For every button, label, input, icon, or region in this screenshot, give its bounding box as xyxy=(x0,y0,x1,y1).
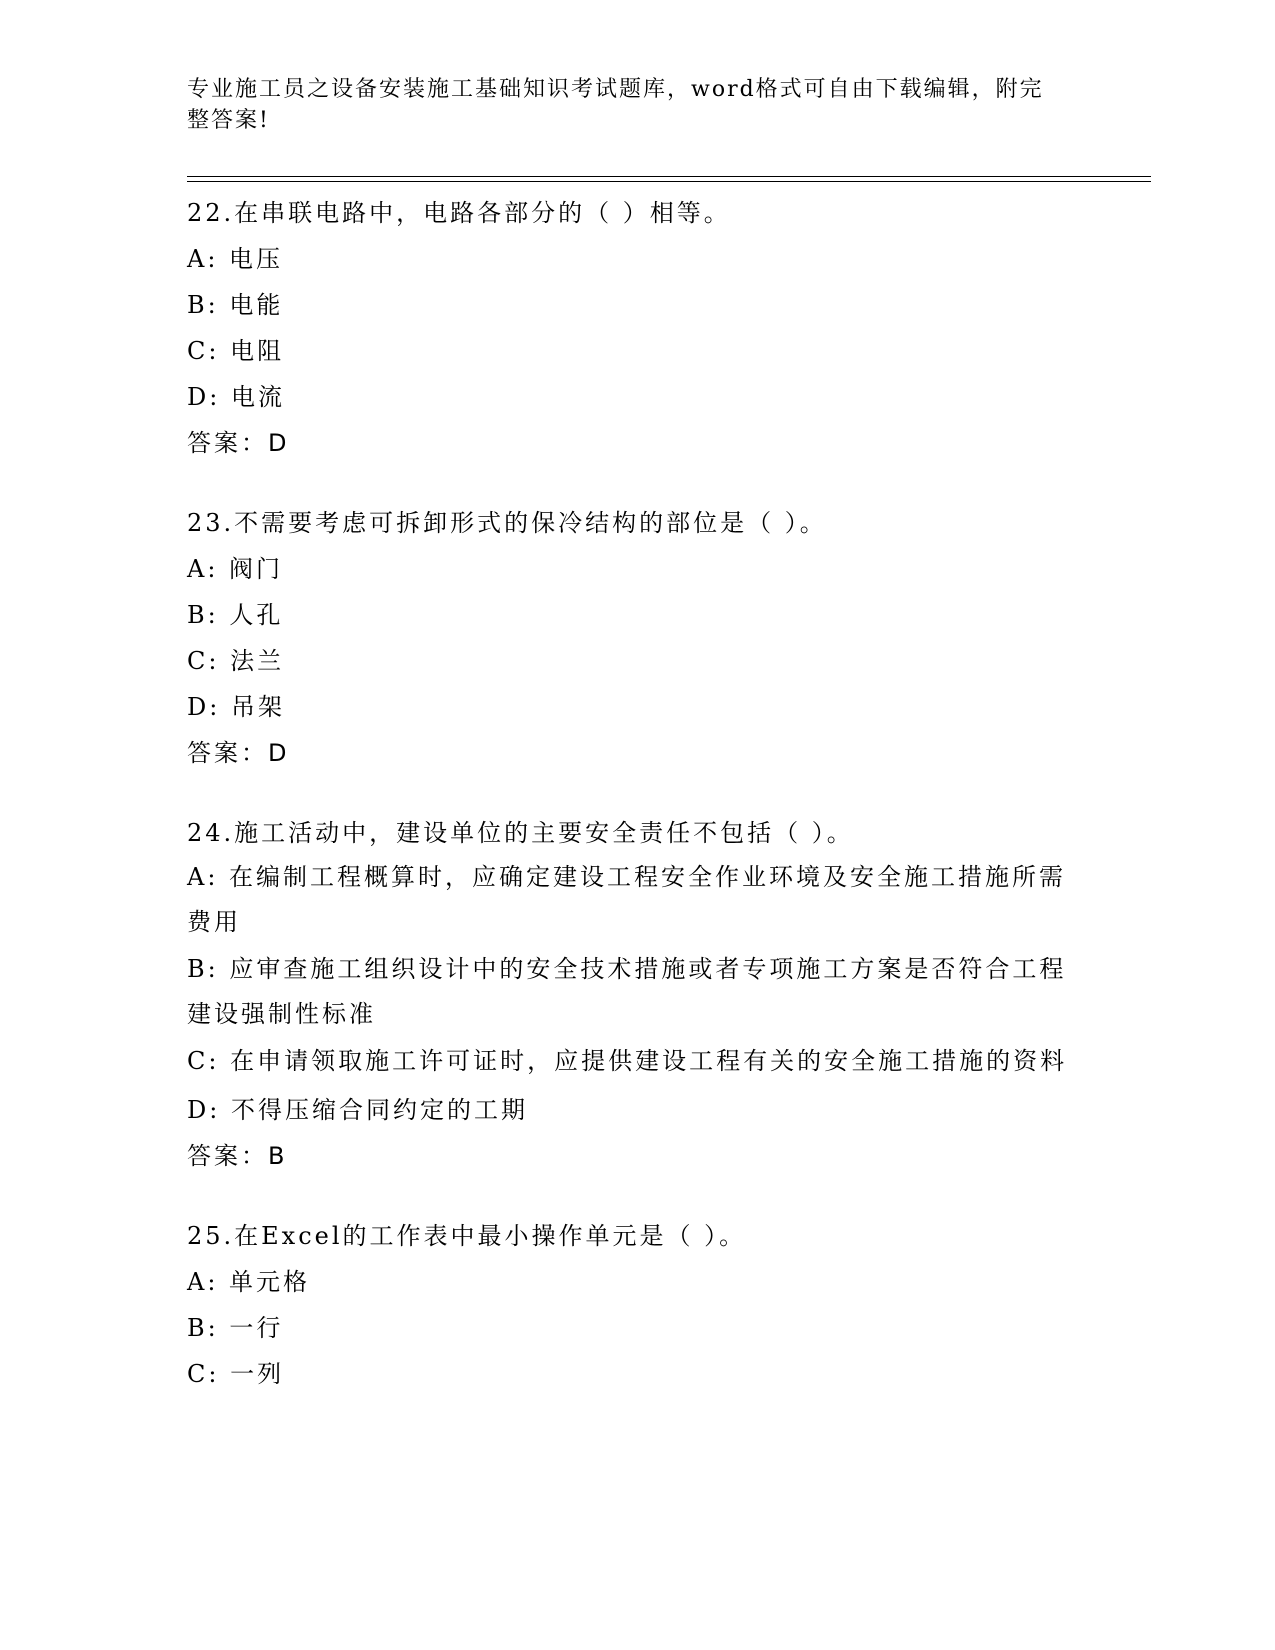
question-stem: 23.不需要考虑可拆卸形式的保冷结构的部位是（ ）。 xyxy=(187,509,827,537)
option-b: B: 应审查施工组织设计中的安全技术措施或者专项施工方案是否符合工程建设强制性标准 xyxy=(187,955,1067,1028)
option-a: A: 单元格 xyxy=(187,1268,311,1296)
question-stem: 24.施工活动中，建设单位的主要安全责任不包括（ ）。 xyxy=(187,819,854,847)
question-list xyxy=(187,193,1087,1394)
option-b: B: 电能 xyxy=(187,291,284,319)
option-c: C: 法兰 xyxy=(187,647,285,675)
answer-text: 答案：D xyxy=(187,429,290,457)
option-d: D: 不得压缩合同约定的工期 xyxy=(187,1096,528,1124)
answer-text: 答案：D xyxy=(187,739,290,767)
question-block-24 xyxy=(187,813,1087,1176)
option-c: C: 在申请领取施工许可证时，应提供建设工程有关的安全施工措施的资料 xyxy=(187,1047,1068,1075)
header-divider-bottom xyxy=(187,181,1151,182)
answer-text: 答案：B xyxy=(187,1142,288,1170)
option-c: C: 电阻 xyxy=(187,337,285,365)
option-d: D: 电流 xyxy=(187,383,285,411)
header-divider-top xyxy=(187,176,1151,177)
option-b: B: 一行 xyxy=(187,1314,284,1342)
question-block-23 xyxy=(187,503,1087,773)
question-stem: 25.在Excel的工作表中最小操作单元是（ ）。 xyxy=(187,1222,747,1250)
option-b: B: 人孔 xyxy=(187,601,284,629)
option-a: A: 阀门 xyxy=(187,555,284,583)
option-d: D: 吊架 xyxy=(187,693,285,721)
document-header: 专业施工员之设备安装施工基础知识考试题库，word格式可自由下载编辑，附完整答案! xyxy=(187,77,1044,133)
option-c: C: 一列 xyxy=(187,1360,285,1388)
question-block-25 xyxy=(187,1216,1087,1394)
question-block-22 xyxy=(187,193,1087,463)
option-a: A: 在编制工程概算时，应确定建设工程安全作业环境及安全施工措施所需费用 xyxy=(187,863,1067,936)
option-a: A: 电压 xyxy=(187,245,284,273)
question-stem: 22.在串联电路中，电路各部分的（ ）相等。 xyxy=(187,199,731,227)
